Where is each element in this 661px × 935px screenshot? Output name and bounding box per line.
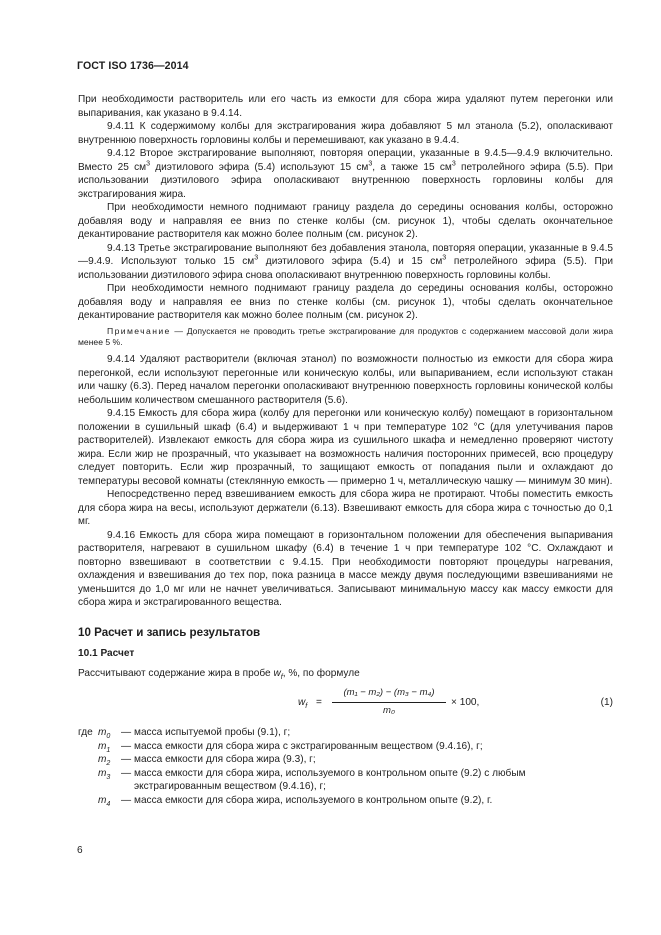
legend-row: $m_4$ — масса емкости для сбора жира, используемого в контрольном опыте (9.2), г.	[98, 794, 493, 808]
formula	[78, 686, 613, 722]
section-title: 10 Расчет и запись результатов	[78, 625, 261, 639]
formula-denominator: m₀	[383, 704, 395, 716]
paragraph-9-4-11: 9.4.11 К содержимому колбы для экстрагирования жира добавляют 5 мл этанола (5.2), ополаскивают внутреннюю поверхность горловины колбы и перемешивают, как указано в 9.4.4.	[78, 121, 613, 146]
standard-header: ГОСТ ISO 1736—2014	[77, 60, 189, 72]
formula-equals: =	[316, 697, 322, 709]
page-number: 6	[77, 845, 83, 856]
document-body	[78, 93, 613, 807]
formula-multiplier: × 100,	[451, 697, 480, 709]
paragraph-9-4-14: 9.4.14 Удаляют растворители (включая этанол) по возможности полностью из емкости для сбора жира перегонкой, если используют перегонные или коническую колбы, или выпариванием, если используют стакан или чашку (6.3). Перед началом перегонки ополаскивают внутреннюю поверхность горловины конической колбы небольшим количеством смешанного растворителя (5.6).	[78, 354, 613, 406]
legend-row: $m_2$ — масса емкости для сбора жира (9.3), г;	[98, 754, 316, 768]
variable-legend	[78, 726, 613, 807]
legend-row: где $m_0$ — масса испытуемой пробы (9.1), г;	[78, 727, 291, 741]
paragraph-9-4-16: 9.4.16 Емкость для сбора жира помещают в горизонтальном положении для обеспечения выпаривания растворителя, нагревают в сушильном шкафу (6.4) в течение 1 ч при температуре 102 °С. Охлаждают и повторно взвешивают в соответствии с 9.4.15. При необходимости повторяют процедуры нагревания, охлаждения и взвешивания до тех пор, пока разница в массе между двумя последующими взвешиваниями не уменьшится до 1,0 мг или не начнет увеличиваться. Записывают минимальную массу как массу емкости для сбора жира и экстрагированного вещества.	[78, 529, 613, 609]
legend-row: $m_1$ — масса емкости для сбора жира с экстрагированным веществом (9.4.16), г;	[98, 740, 483, 754]
paragraph: При необходимости немного поднимают границу раздела до середины основания колбы, осторожно добавляя воду и направляя ее вниз по стенке колбы (см. рисунок 1), чтобы сделать окончательное декантирование растворителя как можно более полным (см. рисунок 2).	[78, 283, 613, 321]
formula-lead: Рассчитывают содержание жира в пробе $w_f$, %, по формуле	[78, 667, 360, 681]
legend-row: $m_3$ — масса емкости для сбора жира, используемого в контрольном опыте (9.2) с любым экстрагированным веществом (9.4.16), г;	[98, 767, 526, 793]
note-label: Примечание	[107, 325, 171, 336]
paragraph-9-4-15: 9.4.15 Емкость для сбора жира (колбу для перегонки или коническую колбу) помещают в горизонтальном положении в сушильный шкаф (6.4) и выдерживают 1 ч при температуре 102 °С (для улетучивания паров растворителей). Извлекают емкость для сбора жира из сушильного шкафа и немедленно проверяют чистоту жира. Если жир не прозрачный, что указывает на возможность наличия посторонних примесей, всю процедуру следует повторить. Если жир прозрачный, то защищают емкость от попадания пыли и охлаждают до температуры весовой комнаты (стеклянную емкость — примерно 1 ч, металлическую чашку — минимум 30 мин).	[78, 408, 613, 487]
paragraph: При необходимости растворитель или его часть из емкости для сбора жира удаляют путем перегонки или выпаривания, как указано в 9.4.14.	[78, 94, 613, 119]
paragraph: Непосредственно перед взвешиванием емкость для сбора жира не протирают. Чтобы поместить емкость для сбора жира на весы, используют держатели (6.13). Взвешивают емкость для сбора жира с точностью до 0,1 мг.	[78, 489, 613, 528]
paragraph: При необходимости немного поднимают границу раздела до середины основания колбы, осторожно добавляя воду и направляя ее вниз по стенке колбы (см. рисунок 1), чтобы сделать окончательное декантирование растворителя как можно более полным (см. рисунок 2).	[78, 202, 613, 240]
paragraph-9-4-12: 9.4.12 Второе экстрагирование выполняют, повторяя операции, указанные в 9.4.5—9.4.9 включительно. Вместо 25 $см^3$ диэтилового эфира (5.4) используют 15 $см^3$, а также 15 $см^3$ петролейного эфира (5.5). При использовании диэтилового эфира ополаскивают внутреннюю поверхность горловины колбы для экстрагирования жира.	[78, 148, 613, 200]
paragraph-9-4-13: 9.4.13 Третье экстрагирование выполняют без добавления этанола, повторяя операции, указанные в 9.4.5—9.4.9. Используют только 15 $см^3$ диэтилового эфира (5.4) и 15 $см^3$ петролейного эфира (5.5). При использовании диэтилового эфира снова ополаскивают внутреннюю поверхность горловины колбы.	[78, 242, 613, 281]
note: Примечание — Допускается не проводить третье экстрагирование для продуктов с содержанием массовой доли жира менее 5 %.	[78, 325, 613, 348]
formula-lhs: $w_f$	[298, 697, 308, 711]
formula-number: (1)	[600, 697, 613, 709]
formula-fraction	[332, 686, 446, 717]
formula-numerator: (m₁ − m₂) − (m₃ − m₄)	[332, 686, 446, 703]
subsection-title: 10.1 Расчет	[78, 648, 135, 660]
